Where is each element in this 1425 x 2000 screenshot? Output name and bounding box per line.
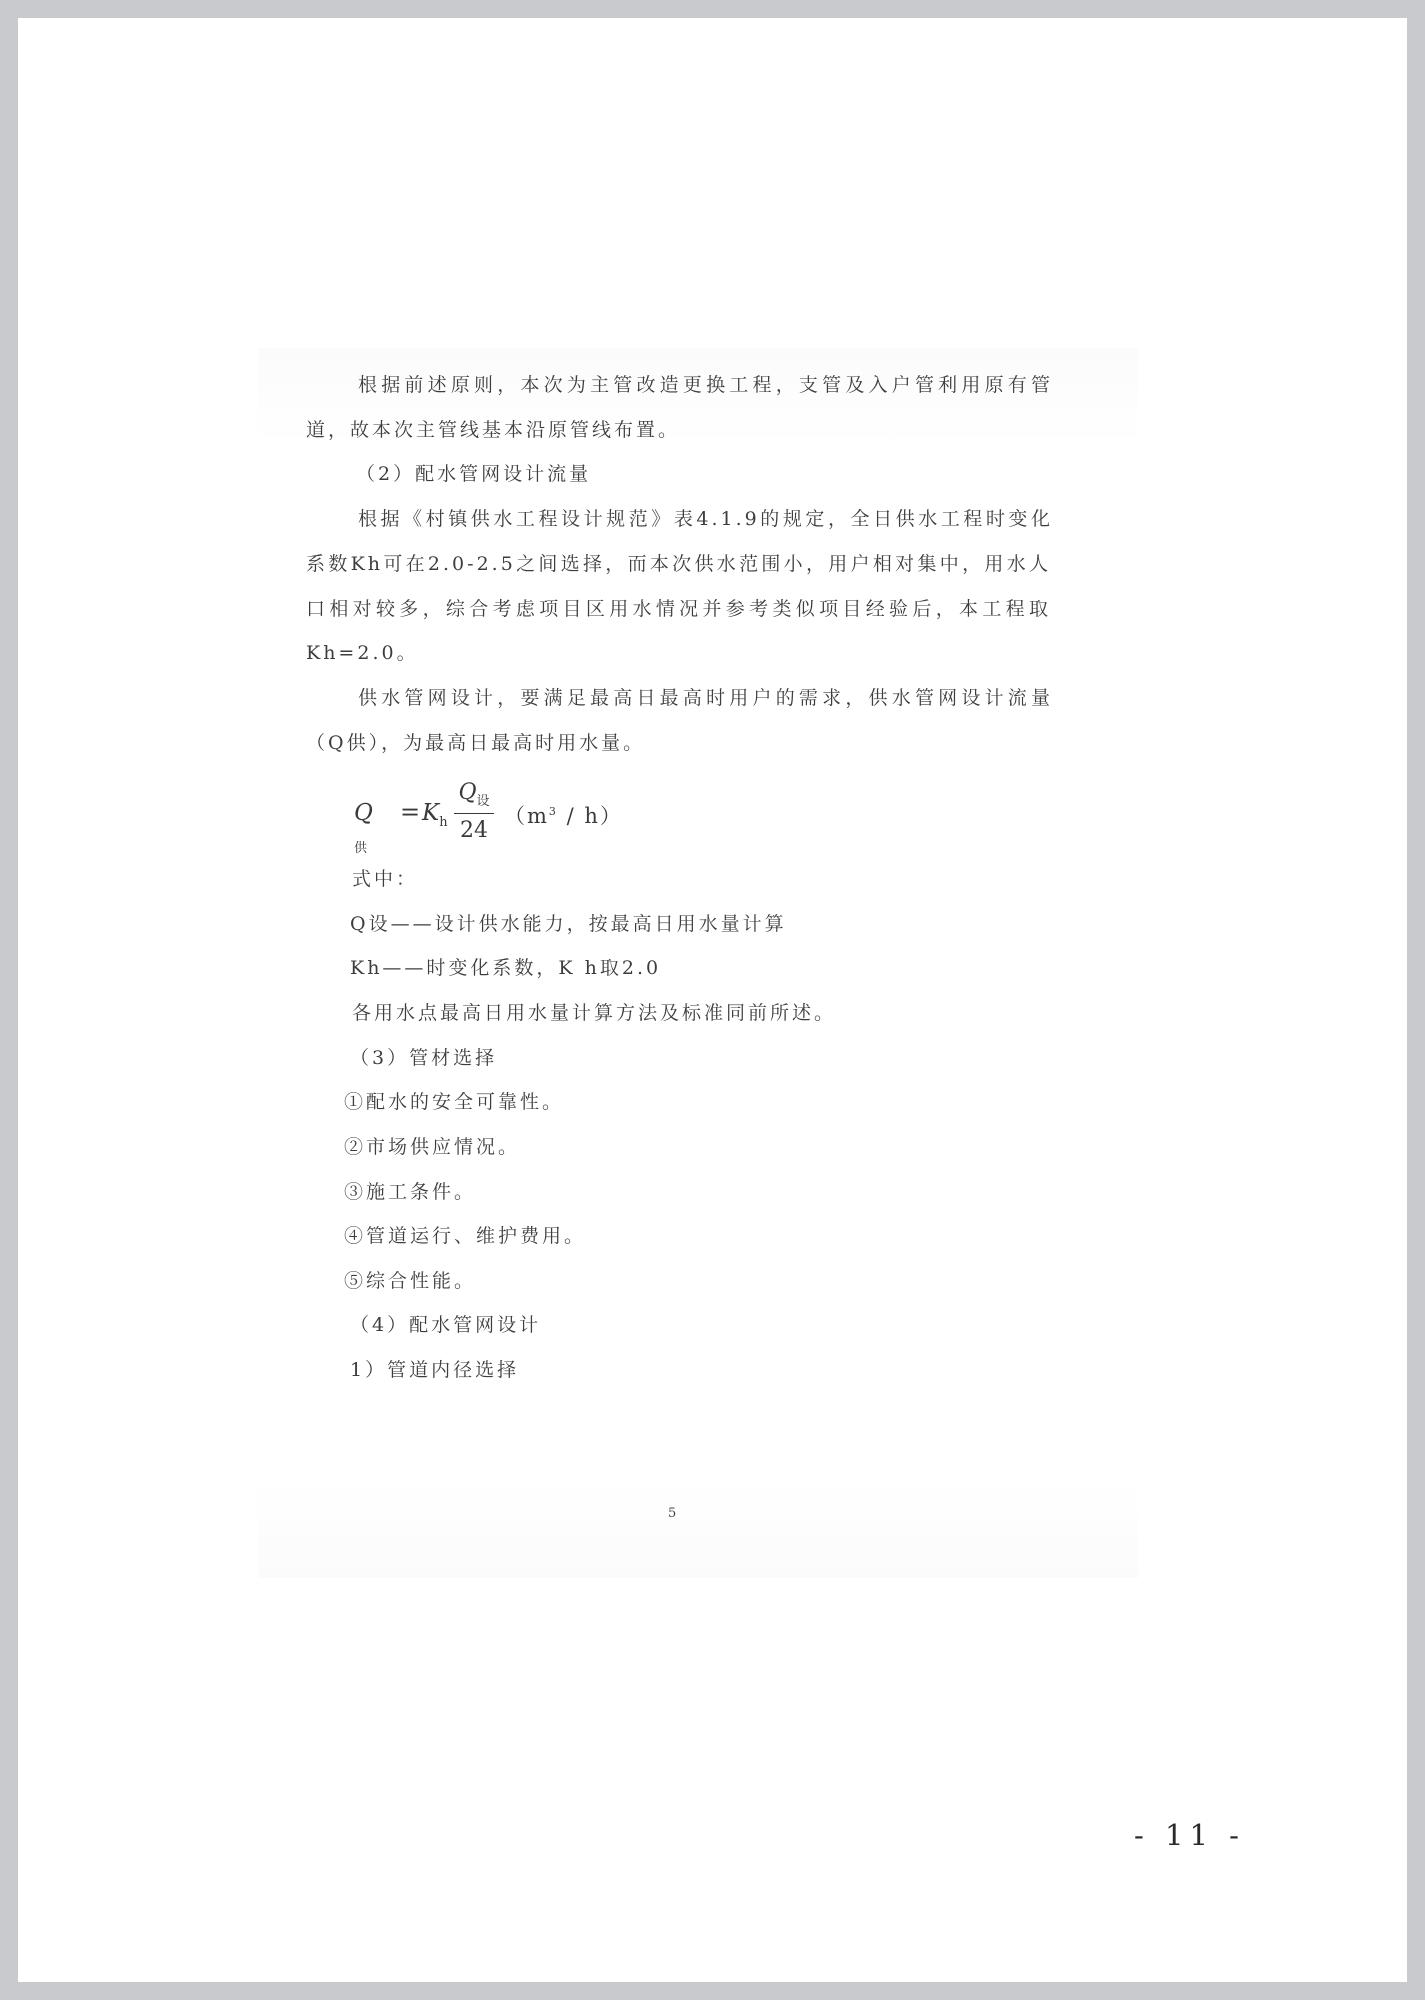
formula-equals: = [400, 798, 421, 826]
formula-denominator: 24 [460, 818, 488, 843]
paragraph-2-line-3: 口相对较多，综合考虑项目区用水情况并参考类似项目经验后，本工程取 [306, 598, 1051, 620]
paragraph-3-line-2: （Q供），为最高日最高时用水量。 [306, 732, 646, 754]
paragraph-2-line-2: 系数Kh可在2.0-2.5之间选择，而本次供水范围小，用户相对集中，用水人 [306, 553, 1051, 575]
paragraph-4: 各用水点最高日用水量计算方法及标准同前所述。 [352, 1002, 837, 1024]
paragraph-2-line-1: 根据《村镇供水工程设计规范》表4.1.9的规定，全日供水工程时变化 [358, 508, 1053, 530]
inner-page-number: 5 [668, 1506, 677, 1521]
formula-numerator: $Q_设$ [458, 780, 490, 809]
list-item-4: ④管道运行、维护费用。 [344, 1225, 587, 1247]
list-item-5: ⑤综合性能。 [344, 1270, 477, 1292]
formula-fraction-bar [454, 813, 494, 814]
list-item-2: ②市场供应情况。 [344, 1136, 521, 1158]
formula-fraction [454, 778, 494, 846]
list-item-1: ①配水的安全可靠性。 [344, 1091, 565, 1113]
formula-unit: $(m^3 / h)$ [504, 804, 623, 828]
heading-5: 1）管道内径选择 [350, 1359, 520, 1381]
paragraph-1-line-1: 根据前述原则，本次为主管改造更换工程，支管及入户管利用原有管 [358, 374, 1053, 396]
definition-kh: Kh——时变化系数，K h取2.0 [350, 957, 662, 979]
paragraph-1-line-2: 道，故本次主管线基本沿原管线布置。 [306, 419, 681, 441]
paragraph-2-line-4: Kh=2.0。 [306, 642, 419, 664]
list-item-3: ③施工条件。 [344, 1181, 477, 1203]
heading-4: （4）配水管网设计 [350, 1314, 542, 1336]
formula-kh: $K_h$ [422, 800, 448, 830]
paragraph-3-line-1: 供水管网设计，要满足最高日最高时用户的需求，供水管网设计流量 [358, 687, 1053, 709]
formula-where-label: 式中： [352, 868, 419, 890]
definition-q-design: Q设——设计供水能力，按最高日用水量计算 [350, 913, 787, 935]
heading-2: （2）配水管网设计流量 [356, 463, 592, 485]
formula-q-supply: $Q_供$ [354, 800, 373, 856]
outer-page-number: - 11 - [1134, 1818, 1245, 1852]
heading-3: （3）管材选择 [350, 1047, 498, 1069]
